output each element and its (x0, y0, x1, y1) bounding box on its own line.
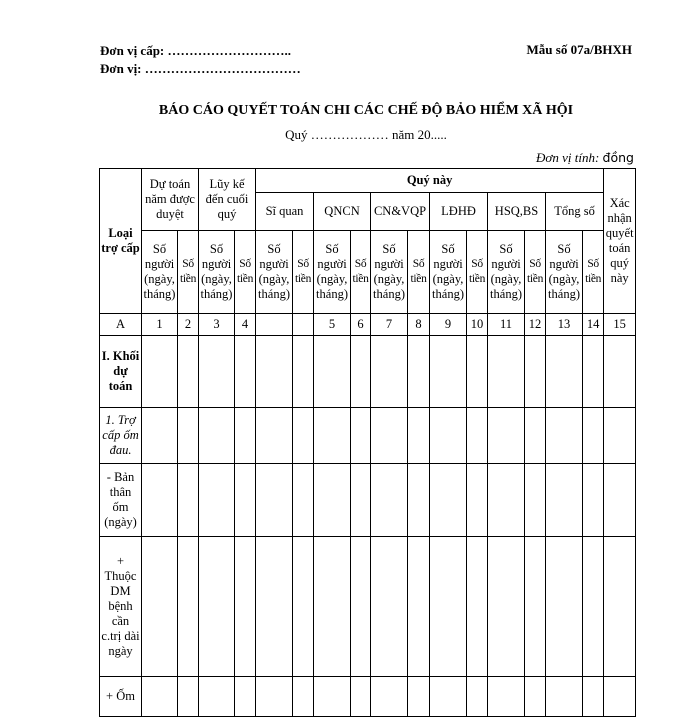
column-number-row (100, 314, 636, 336)
column-number: 4 (235, 314, 256, 336)
column-number: 5 (314, 314, 351, 336)
group-header: LĐHĐ (430, 193, 488, 231)
column-number: 1 (142, 314, 178, 336)
sub-header-money: Số tiền (467, 231, 488, 314)
column-number: 10 (467, 314, 488, 336)
column-number: 2 (178, 314, 199, 336)
currency-unit (536, 150, 634, 166)
row-label: - Bản thân ốm (ngày) (100, 464, 142, 537)
column-number: A (100, 314, 142, 336)
col-estimate-header: Dự toán năm được duyệt (142, 169, 199, 231)
col-type-header: Loại trợ cấp (100, 169, 142, 314)
sub-header-money: Số tiền (408, 231, 430, 314)
table-row (100, 336, 636, 408)
group-header: HSQ,BS (488, 193, 546, 231)
col-cumulative-header: Lũy kế đến cuối quý (199, 169, 256, 231)
quarter-line: Quý ……………… năm 20..... (285, 127, 447, 142)
sub-header-people: Số người (ngày, tháng) (430, 231, 467, 314)
column-number (293, 314, 314, 336)
sub-header-people: Số người (ngày, tháng) (546, 231, 583, 314)
sub-header-money: Số tiền (583, 231, 604, 314)
row-label: I. Khối dự toán (100, 336, 142, 408)
page-title: BÁO CÁO QUYẾT TOÁN CHI CÁC CHẾ ĐỘ BẢO HIỂM XÃ HỘI (158, 103, 574, 118)
sub-header-money: Số tiền (525, 231, 546, 314)
column-number: 12 (525, 314, 546, 336)
sub-header-money: Số tiền (235, 231, 256, 314)
group-header: CN&VQP (371, 193, 430, 231)
col-confirm-header: Xác nhận quyết toán quý này (604, 169, 636, 314)
sub-header-people: Số người (ngày, tháng) (488, 231, 525, 314)
unit-line: Đơn vị: ……………………………… (100, 61, 301, 76)
table-row (100, 408, 636, 464)
row-label: 1. Trợ cấp ốm đau. (100, 408, 142, 464)
column-number (256, 314, 293, 336)
row-label: + Ốm (100, 677, 142, 717)
group-header: QNCN (314, 193, 371, 231)
header-left (100, 42, 301, 78)
group-header: Tổng số (546, 193, 604, 231)
currency-label: Đơn vị tính: (536, 150, 600, 165)
column-number: 9 (430, 314, 467, 336)
sub-header-people: Số người (ngày, tháng) (314, 231, 351, 314)
group-header: Sĩ quan (256, 193, 314, 231)
sub-header-money: Số tiền (178, 231, 199, 314)
table-row (100, 677, 636, 717)
issuer-line: Đơn vị cấp: ……………………….. (100, 43, 292, 58)
table-row (100, 464, 636, 537)
sub-header-people: Số người (ngày, tháng) (256, 231, 293, 314)
col-this-quarter-header: Quý này (256, 169, 604, 193)
column-number: 14 (583, 314, 604, 336)
report-table (99, 168, 636, 717)
table-row (100, 537, 636, 677)
currency-value: đồng (602, 150, 634, 165)
column-number: 11 (488, 314, 525, 336)
sub-header-money: Số tiền (351, 231, 371, 314)
row-label: + Thuộc DM bệnh cần c.trị dài ngày (100, 537, 142, 677)
column-number: 7 (371, 314, 408, 336)
column-number: 6 (351, 314, 371, 336)
column-number: 15 (604, 314, 636, 336)
sub-header-people: Số người (ngày, tháng) (142, 231, 178, 314)
column-number: 8 (408, 314, 430, 336)
sub-header-people: Số người (ngày, tháng) (371, 231, 408, 314)
sub-header-money: Số tiền (293, 231, 314, 314)
form-number: Mẫu số 07a/BHXH (526, 42, 632, 57)
column-number: 3 (199, 314, 235, 336)
column-number: 13 (546, 314, 583, 336)
sub-header-people: Số người (ngày, tháng) (199, 231, 235, 314)
